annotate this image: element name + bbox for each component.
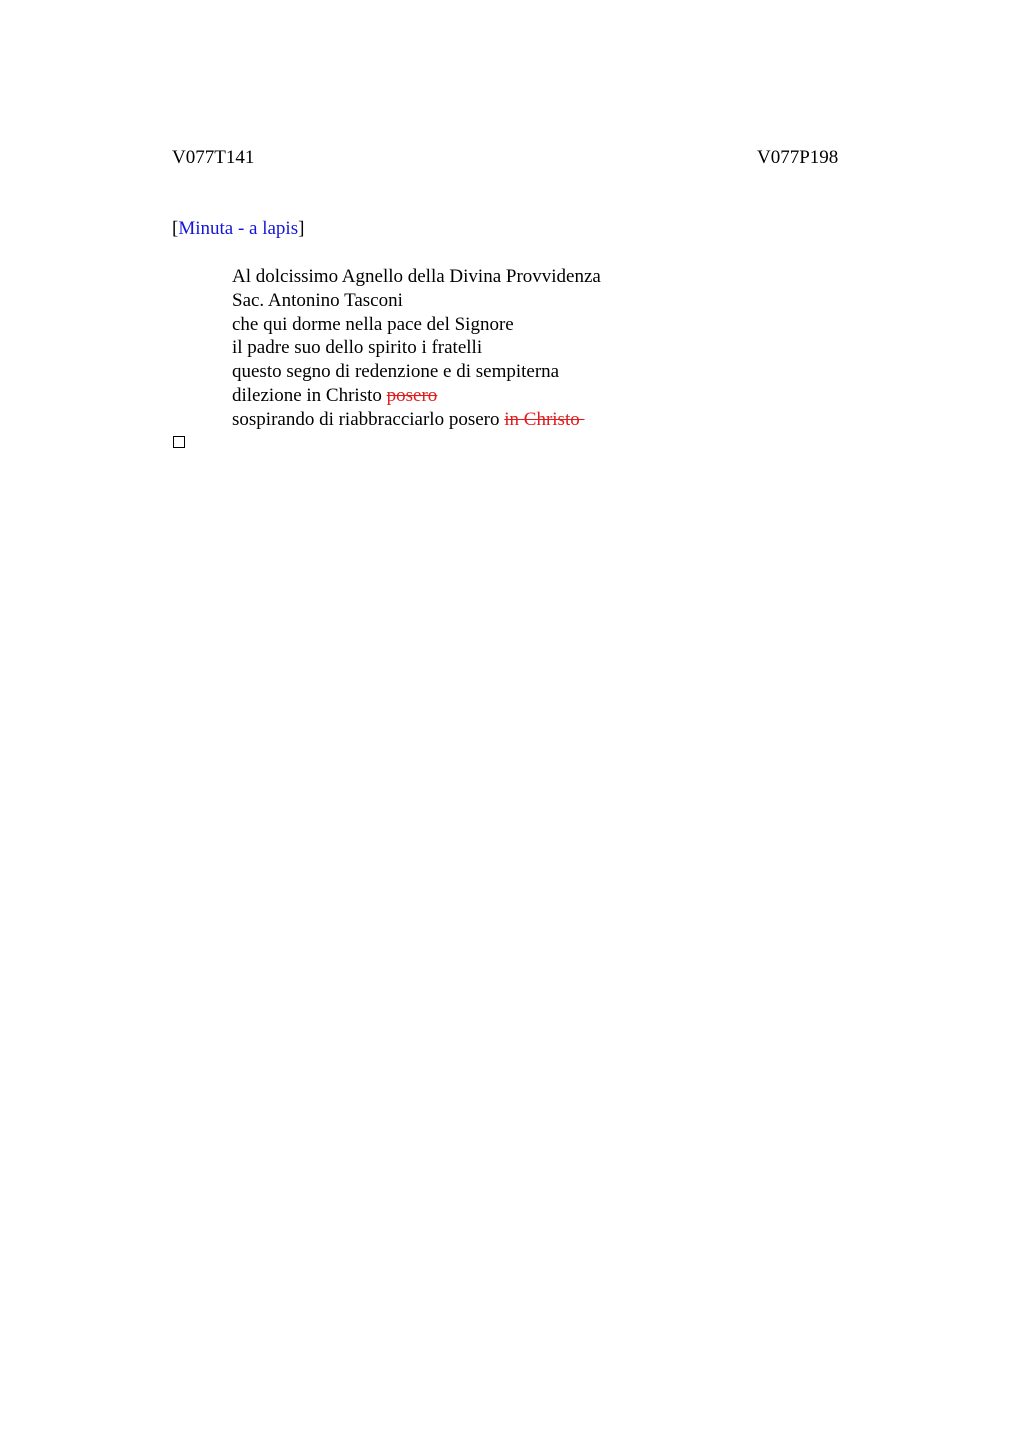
line-text: Sac. Antonino Tasconi [232,289,403,311]
inscription-line [232,289,601,313]
line-text: questo segno di redenzione e di sempiterna [232,361,560,383]
line-text: il padre suo dello spirito i fratelli [232,337,483,359]
editorial-note [172,218,304,240]
empty-square-icon [173,436,185,448]
line-text: Al dolcissimo Agnello della Divina Provvidenza [232,266,601,287]
line-text: dilezione in Christo [232,384,387,406]
note-text: Minuta - a lapis [178,218,299,239]
line-text: sospirando di riabbracciarlo posero [232,408,505,430]
inscription-line [232,313,601,337]
inscription-line [232,360,601,384]
inscription-line [232,384,601,408]
deleted-text: in Christo [504,408,585,430]
line-text: che qui dorme nella pace del Signore [232,313,514,335]
inscription-line [232,408,601,432]
inscription-text [232,265,601,432]
document-id-right: V077P198 [757,147,839,168]
inscription-line [232,336,601,360]
document-id-left: V077T141 [172,147,255,168]
deleted-text: posero [386,384,438,406]
note-open-bracket: [ [172,218,179,239]
note-close-bracket: ] [298,218,305,239]
inscription-line [232,265,601,289]
